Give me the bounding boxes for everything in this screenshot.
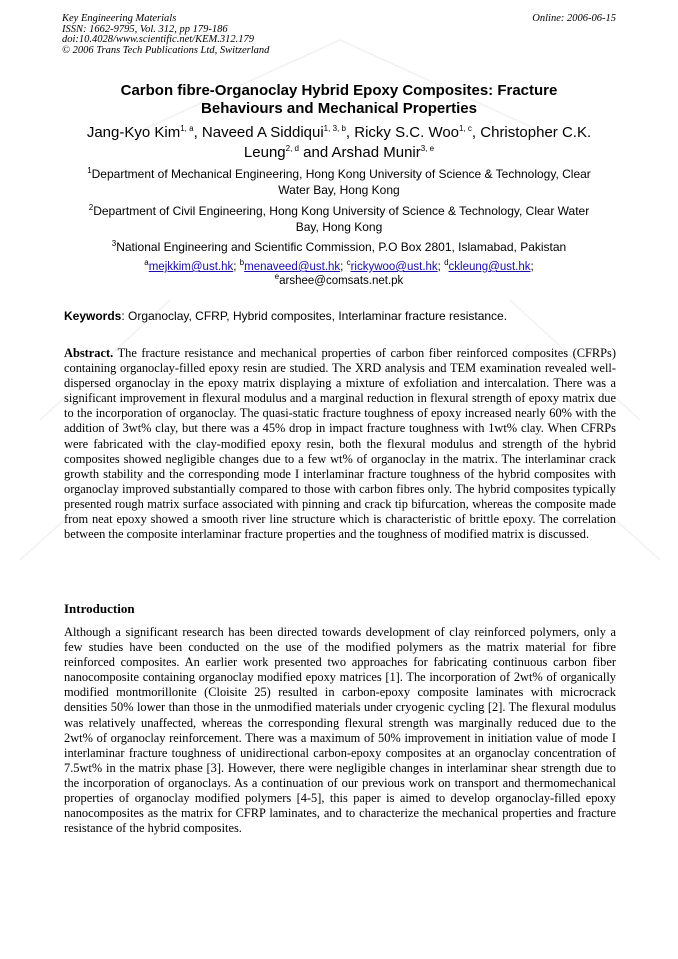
email-link-a[interactable]: mejkkim@ust.hk [148,261,234,273]
email-separator: ; [437,261,441,273]
keywords [64,309,616,324]
affiliation-text: Bay, Hong Kong [295,220,383,234]
abstract-text: The fracture resistance and mechanical properties of carbon fiber reinforced composites (CFRPs) containing organoclay-filled epoxy resin are studied. The XRD analysis and TEM examination revealed well-dispersed organoclay in the epoxy matrix displaying a mixture of exfoliation and intercalation. There was a significant improvement in flexural modulus and a marginal reduction in flexural strength of epoxy matrix due to the incorporation of organoclay. The quasi-static fracture toughness of epoxy increased nearly 60% with the addition of 3wt% clay, but there was a 45% drop in impact fracture toughness with 1wt% clay. When CFRPs were fabricated with the clay-modified epoxy resin, both the flexural modulus and strength of the hybrid composites showed negligible changes due to a few wt% of organoclay in the matrix. The interlaminar crack growth stability and the corresponding mode I interlaminar fracture toughness of the hybrid composites with organoclay improved substantially compared to those with carbon fibres only. The hybrid composites typically presented rough matrix surface associated with pinning and crack tip bifurcation, whereas the composite made from neat epoxy showed a smooth river line structure which is characteristic of brittle epoxy. The correlation between the composite interlaminar fracture properties and the toughness of modified matrix is discussed. [64,346,616,542]
affiliation-text: Water Bay, Hong Kong [278,183,400,197]
email-mark: b [239,258,245,268]
author-name: Ricky S.C. Woo [354,124,460,141]
author-line-2 [62,143,616,163]
author-affiliation-mark: 1, 3, b [323,124,346,133]
author-emails [62,260,616,288]
author-name: Arshad Munir [331,144,421,161]
email-separator: ; [340,261,344,273]
author-conjunction: and [303,144,329,161]
email-separator: ; [530,261,534,273]
affiliation-number: 1 [87,166,92,175]
author-name: Jang-Kyo Kim [86,124,181,141]
email-link-d[interactable]: ckleung@ust.hk [448,261,531,273]
affiliation-text: Department of Civil Engineering, Hong Kong University of Science & Technology, Clear Water [93,204,590,218]
author-separator: , [345,124,351,141]
keywords-text: : Organoclay, CFRP, Hybrid composites, Interlaminar fracture resistance. [121,309,508,323]
keywords-label: Keywords [64,309,122,323]
journal-issn: ISSN: 1662-9795, Vol. 312, pp 179-186 [62,23,228,35]
affiliation-number: 2 [88,203,94,212]
paper-title [62,82,616,118]
author-affiliation-mark: 3, e [420,144,435,153]
email-mark: e [274,272,280,282]
section-heading-introduction: Introduction [64,601,135,616]
email-mark: a [144,258,149,268]
affiliation-text: National Engineering and Scientific Commission, P.O Box 2801, Islamabad, Pakistan [116,240,567,254]
online-date: Online: 2006-06-15 [532,13,616,24]
email-link-c[interactable]: rickywoo@ust.hk [350,261,438,273]
email-text-e: arshee@comsats.net.pk [279,275,404,287]
title-line-2: Behaviours and Mechanical Properties [201,100,477,117]
author-affiliation-mark: 1, c [459,124,472,133]
affiliation-2 [62,203,616,235]
author-name-part: Christopher C.K. [480,124,592,141]
author-list [62,123,616,163]
affiliation-number: 3 [111,239,117,248]
affiliation-3 [62,239,616,255]
journal-name: Key Engineering Materials [62,13,177,24]
abstract-label: Abstract. [64,346,114,360]
affiliation-text: Department of Mechanical Engineering, Hong Kong University of Science & Technology, Clear [91,167,591,181]
title-line-1: Carbon fibre-Organoclay Hybrid Epoxy Composites: Fracture [120,82,558,99]
author-name-part: Leung [243,144,286,161]
author-line-1 [62,123,616,143]
email-mark: c [346,258,351,268]
email-mark: d [444,258,449,268]
abstract [64,346,616,542]
introduction-paragraph: Although a significant research has been directed towards development of clay reinforced polymers, only a few studies have been conducted on the use of the modified polymers as the matrix material for fibre reinforced composites. An earlier work presented two approaches for fabricating continuous carbon fiber nanocomposite containing organoclay modified epoxy matrices [1]. The incorporation of 2wt% of organically modified montmorillonite (Cloisite 25) resulted in carbon-epoxy composite laminates with microcrack densities 50% lower than those in the unmodified materials under cryogenic cycling [2]. The flexural modulus was relatively unaffected, whereas the corresponding flexural strength was marginally reduced due to the 2wt% of organoclay reinforcement. There was a maximum of 50% improvement in initiation value of mode I interlaminar fracture toughness of unidirectional carbon-epoxy composites at an organoclay concentration of 7.5wt% in the matrix phase [3]. However, there were negligible changes in interlaminar shear strength due to the incorporation of organoclays. As a continuation of our previous work on transport and thermomechanical properties of organoclay modified polymers [4-5], this paper is aimed to develop organoclay-filled epoxy nanocomposites as the matrix for CFRP laminates, and to characterize the mechanical properties and fracture resistance of the hybrid composites. [64,625,616,836]
author-affiliation-mark: 2, d [285,144,299,153]
email-separator: ; [233,261,237,273]
author-separator: , [471,124,477,141]
journal-header [62,14,616,56]
journal-copyright: © 2006 Trans Tech Publications Ltd, Switzerland [62,44,270,56]
journal-doi: doi:10.4028/www.scientific.net/KEM.312.179 [62,34,254,45]
email-link-b[interactable]: menaveed@ust.hk [244,261,341,273]
author-affiliation-mark: 1, a [180,124,194,133]
author-name: Naveed A Siddiqui [201,124,324,141]
author-separator: , [193,124,198,141]
affiliation-1 [62,166,616,198]
